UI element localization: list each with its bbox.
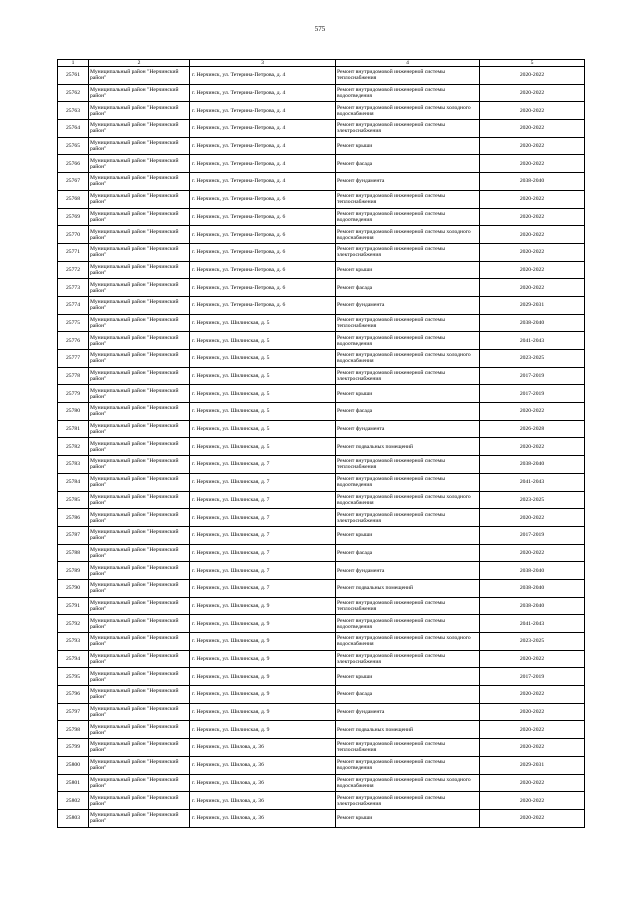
table-row [58,721,585,739]
work-type-cell: Ремонт внутридомовой инженерной системы электроснабжения [336,120,480,138]
period-cell: 2020-2022 [480,243,585,261]
period-cell: 2041-2043 [480,473,585,491]
work-type-cell: Ремонт внутридомовой инженерной системы электроснабжения [336,650,480,668]
address-cell: г. Нерчинск, ул. Шилинская, д. 7 [190,473,336,491]
municipality-cell: Муниципальный район "Нерчинский район" [89,332,190,350]
work-type-cell: Ремонт фундамента [336,296,480,314]
work-type-cell: Ремонт внутридомовой инженерной системы теплоснабжения [336,456,480,474]
table-row [58,137,585,155]
work-type-cell: Ремонт крыши [336,385,480,403]
municipality-cell: Муниципальный район "Нерчинский район" [89,756,190,774]
row-number: 25784 [58,473,89,491]
period-cell: 2020-2022 [480,102,585,120]
work-type-cell: Ремонт фасада [336,155,480,173]
address-cell: г. Нерчинск, ул. Шилинская, д. 5 [190,367,336,385]
municipality-cell: Муниципальный район "Нерчинский район" [89,350,190,368]
header-row [58,60,585,67]
work-type-cell: Ремонт фасада [336,403,480,421]
table-row [58,473,585,491]
address-cell: г. Нерчинск, ул. Тетерина-Петрова, д. 6 [190,226,336,244]
row-number: 25775 [58,314,89,332]
table-row [58,615,585,633]
address-cell: г. Нерчинск, ул. Тетерина-Петрова, д. 6 [190,208,336,226]
work-type-cell: Ремонт подвальных помещений [336,438,480,456]
table-row [58,190,585,208]
address-cell: г. Нерчинск, ул. Шилова, д. 36 [190,774,336,792]
address-cell: г. Нерчинск, ул. Шилинская, д. 9 [190,597,336,615]
municipality-cell: Муниципальный район "Нерчинский район" [89,509,190,527]
work-type-cell: Ремонт внутридомовой инженерной системы теплоснабжения [336,739,480,757]
row-number: 25793 [58,633,89,651]
table-row [58,739,585,757]
work-type-cell: Ремонт крыши [336,261,480,279]
municipality-cell: Муниципальный район "Нерчинский район" [89,703,190,721]
row-number: 25803 [58,809,89,827]
work-type-cell: Ремонт фасада [336,686,480,704]
address-cell: г. Нерчинск, ул. Шилинская, д. 7 [190,579,336,597]
address-cell: г. Нерчинск, ул. Тетерина-Петрова, д. 4 [190,84,336,102]
table-row [58,243,585,261]
municipality-cell: Муниципальный район "Нерчинский район" [89,633,190,651]
period-cell: 2026-2028 [480,420,585,438]
address-cell: г. Нерчинск, ул. Шилинская, д. 9 [190,615,336,633]
row-number: 25800 [58,756,89,774]
municipality-cell: Муниципальный район "Нерчинский район" [89,473,190,491]
municipality-cell: Муниципальный район "Нерчинский район" [89,579,190,597]
municipality-cell: Муниципальный район "Нерчинский район" [89,261,190,279]
work-type-cell: Ремонт крыши [336,137,480,155]
period-cell: 2023-2025 [480,350,585,368]
address-cell: г. Нерчинск, ул. Шилинская, д. 9 [190,633,336,651]
table-row [58,385,585,403]
row-number: 25797 [58,703,89,721]
table-row [58,120,585,138]
row-number: 25791 [58,597,89,615]
row-number: 25787 [58,526,89,544]
row-number: 25777 [58,350,89,368]
row-number: 25762 [58,84,89,102]
period-cell: 2038-2040 [480,456,585,474]
municipality-cell: Муниципальный район "Нерчинский район" [89,367,190,385]
table-row [58,279,585,297]
work-type-cell: Ремонт внутридомовой инженерной системы электроснабжения [336,243,480,261]
address-cell: г. Нерчинск, ул. Тетерина-Петрова, д. 6 [190,261,336,279]
column-header-1: 1 [58,60,89,67]
address-cell: г. Нерчинск, ул. Шилинская, д. 7 [190,456,336,474]
table-row [58,84,585,102]
address-cell: г. Нерчинск, ул. Шилинская, д. 9 [190,686,336,704]
period-cell: 2041-2043 [480,615,585,633]
row-number: 25786 [58,509,89,527]
work-type-cell: Ремонт внутридомовой инженерной системы холодного водоснабжения [336,102,480,120]
work-type-cell: Ремонт внутридомовой инженерной системы холодного водоснабжения [336,350,480,368]
row-number: 25776 [58,332,89,350]
municipality-cell: Муниципальный район "Нерчинский район" [89,562,190,580]
municipality-cell: Муниципальный район "Нерчинский район" [89,792,190,810]
address-cell: г. Нерчинск, ул. Шилинская, д. 9 [190,703,336,721]
table-row [58,650,585,668]
address-cell: г. Нерчинск, ул. Тетерина-Петрова, д. 4 [190,102,336,120]
municipality-cell: Муниципальный район "Нерчинский район" [89,668,190,686]
row-number: 25794 [58,650,89,668]
municipality-cell: Муниципальный район "Нерчинский район" [89,67,190,85]
address-cell: г. Нерчинск, ул. Шилинская, д. 9 [190,668,336,686]
work-type-cell: Ремонт внутридомовой инженерной системы холодного водоснабжения [336,633,480,651]
work-type-cell: Ремонт внутридомовой инженерной системы холодного водоснабжения [336,491,480,509]
period-cell: 2020-2022 [480,438,585,456]
address-cell: г. Нерчинск, ул. Шилинская, д. 7 [190,526,336,544]
table-row [58,579,585,597]
work-type-cell: Ремонт внутридомовой инженерной системы холодного водоснабжения [336,226,480,244]
row-number: 25761 [58,67,89,85]
period-cell: 2038-2040 [480,314,585,332]
table-row [58,332,585,350]
address-cell: г. Нерчинск, ул. Тетерина-Петрова, д. 4 [190,137,336,155]
address-cell: г. Нерчинск, ул. Шилинская, д. 5 [190,420,336,438]
address-cell: г. Нерчинск, ул. Шилинская, д. 5 [190,314,336,332]
table-row [58,668,585,686]
address-cell: г. Нерчинск, ул. Шилова, д. 36 [190,809,336,827]
column-header-5: 5 [480,60,585,67]
work-type-cell: Ремонт внутридомовой инженерной системы электроснабжения [336,367,480,385]
work-type-cell: Ремонт внутридомовой инженерной системы водоотведения [336,756,480,774]
address-cell: г. Нерчинск, ул. Шилинская, д. 9 [190,721,336,739]
work-type-cell: Ремонт внутридомовой инженерной системы водоотведения [336,615,480,633]
period-cell: 2038-2040 [480,597,585,615]
period-cell: 2020-2022 [480,279,585,297]
address-cell: г. Нерчинск, ул. Шилинская, д. 9 [190,650,336,668]
period-cell: 2020-2022 [480,792,585,810]
row-number: 25795 [58,668,89,686]
period-cell: 2029-2031 [480,756,585,774]
period-cell: 2041-2043 [480,332,585,350]
address-cell: г. Нерчинск, ул. Шилинская, д. 7 [190,491,336,509]
table-row [58,296,585,314]
period-cell: 2038-2040 [480,562,585,580]
table-row [58,438,585,456]
column-header-2: 2 [89,60,190,67]
municipality-cell: Муниципальный район "Нерчинский район" [89,615,190,633]
period-cell: 2020-2022 [480,650,585,668]
row-number: 25781 [58,420,89,438]
work-type-cell: Ремонт крыши [336,526,480,544]
municipality-cell: Муниципальный район "Нерчинский район" [89,155,190,173]
work-type-cell: Ремонт крыши [336,809,480,827]
municipality-cell: Муниципальный район "Нерчинский район" [89,102,190,120]
address-cell: г. Нерчинск, ул. Шилинская, д. 7 [190,509,336,527]
row-number: 25788 [58,544,89,562]
period-cell: 2020-2022 [480,190,585,208]
period-cell: 2020-2022 [480,703,585,721]
address-cell: г. Нерчинск, ул. Шилова, д. 36 [190,756,336,774]
row-number: 25764 [58,120,89,138]
period-cell: 2038-2040 [480,173,585,191]
address-cell: г. Нерчинск, ул. Шилинская, д. 7 [190,544,336,562]
table-row [58,420,585,438]
column-header-3: 3 [190,60,336,67]
table-row [58,491,585,509]
row-number: 25799 [58,739,89,757]
municipality-cell: Муниципальный район "Нерчинский район" [89,739,190,757]
table-row [58,756,585,774]
period-cell: 2017-2019 [480,385,585,403]
row-number: 25770 [58,226,89,244]
work-type-cell: Ремонт фундамента [336,703,480,721]
row-number: 25771 [58,243,89,261]
row-number: 25769 [58,208,89,226]
work-type-cell: Ремонт внутридомовой инженерной системы теплоснабжения [336,597,480,615]
table-row [58,350,585,368]
work-type-cell: Ремонт внутридомовой инженерной системы теплоснабжения [336,67,480,85]
address-cell: г. Нерчинск, ул. Тетерина-Петрова, д. 6 [190,190,336,208]
address-cell: г. Нерчинск, ул. Шилинская, д. 5 [190,385,336,403]
work-type-cell: Ремонт фундамента [336,420,480,438]
table-row [58,597,585,615]
address-cell: г. Нерчинск, ул. Шилинская, д. 5 [190,332,336,350]
page-number: 575 [314,25,326,33]
municipality-cell: Муниципальный район "Нерчинский район" [89,137,190,155]
work-type-cell: Ремонт подвальных помещений [336,721,480,739]
municipality-cell: Муниципальный район "Нерчинский район" [89,420,190,438]
row-number: 25783 [58,456,89,474]
table-header [58,60,585,67]
row-number: 25790 [58,579,89,597]
municipality-cell: Муниципальный район "Нерчинский район" [89,721,190,739]
address-cell: г. Нерчинск, ул. Тетерина-Петрова, д. 4 [190,173,336,191]
address-cell: г. Нерчинск, ул. Тетерина-Петрова, д. 4 [190,67,336,85]
row-number: 25798 [58,721,89,739]
municipality-cell: Муниципальный район "Нерчинский район" [89,226,190,244]
municipality-cell: Муниципальный район "Нерчинский район" [89,597,190,615]
row-number: 25779 [58,385,89,403]
period-cell: 2020-2022 [480,261,585,279]
work-type-cell: Ремонт крыши [336,668,480,686]
repair-schedule-table [57,59,585,828]
period-cell: 2020-2022 [480,544,585,562]
table-row [58,633,585,651]
period-cell: 2020-2022 [480,509,585,527]
table-row [58,155,585,173]
municipality-cell: Муниципальный район "Нерчинский район" [89,385,190,403]
work-type-cell: Ремонт внутридомовой инженерной системы водоотведения [336,473,480,491]
table-row [58,509,585,527]
municipality-cell: Муниципальный район "Нерчинский район" [89,650,190,668]
row-number: 25789 [58,562,89,580]
row-number: 25774 [58,296,89,314]
address-cell: г. Нерчинск, ул. Тетерина-Петрова, д. 4 [190,120,336,138]
table-row [58,792,585,810]
period-cell: 2020-2022 [480,84,585,102]
table-row [58,226,585,244]
municipality-cell: Муниципальный район "Нерчинский район" [89,84,190,102]
row-number: 25802 [58,792,89,810]
table-row [58,67,585,85]
municipality-cell: Муниципальный район "Нерчинский район" [89,686,190,704]
table-row [58,102,585,120]
period-cell: 2020-2022 [480,774,585,792]
table-row [58,703,585,721]
period-cell: 2020-2022 [480,67,585,85]
table-row [58,562,585,580]
address-cell: г. Нерчинск, ул. Шилинская, д. 7 [190,562,336,580]
row-number: 25773 [58,279,89,297]
row-number: 25792 [58,615,89,633]
row-number: 25763 [58,102,89,120]
table-row [58,809,585,827]
work-type-cell: Ремонт внутридомовой инженерной системы водоотведения [336,84,480,102]
municipality-cell: Муниципальный район "Нерчинский район" [89,243,190,261]
municipality-cell: Муниципальный район "Нерчинский район" [89,120,190,138]
address-cell: г. Нерчинск, ул. Шилинская, д. 5 [190,350,336,368]
work-type-cell: Ремонт подвальных помещений [336,579,480,597]
period-cell: 2020-2022 [480,137,585,155]
row-number: 25785 [58,491,89,509]
work-type-cell: Ремонт фундамента [336,173,480,191]
period-cell: 2038-2040 [480,579,585,597]
period-cell: 2020-2022 [480,226,585,244]
municipality-cell: Муниципальный район "Нерчинский район" [89,314,190,332]
table-row [58,526,585,544]
period-cell: 2020-2022 [480,809,585,827]
period-cell: 2017-2019 [480,668,585,686]
work-type-cell: Ремонт внутридомовой инженерной системы электроснабжения [336,509,480,527]
table-row [58,686,585,704]
work-type-cell: Ремонт внутридомовой инженерной системы водоотведения [336,208,480,226]
table-row [58,544,585,562]
municipality-cell: Муниципальный район "Нерчинский район" [89,526,190,544]
municipality-cell: Муниципальный район "Нерчинский район" [89,296,190,314]
work-type-cell: Ремонт внутридомовой инженерной системы водоотведения [336,332,480,350]
period-cell: 2020-2022 [480,155,585,173]
municipality-cell: Муниципальный район "Нерчинский район" [89,491,190,509]
period-cell: 2023-2025 [480,633,585,651]
row-number: 25768 [58,190,89,208]
municipality-cell: Муниципальный район "Нерчинский район" [89,456,190,474]
work-type-cell: Ремонт внутридомовой инженерной системы теплоснабжения [336,190,480,208]
period-cell: 2020-2022 [480,403,585,421]
municipality-cell: Муниципальный район "Нерчинский район" [89,279,190,297]
municipality-cell: Муниципальный район "Нерчинский район" [89,544,190,562]
row-number: 25801 [58,774,89,792]
municipality-cell: Муниципальный район "Нерчинский район" [89,774,190,792]
row-number: 25765 [58,137,89,155]
period-cell: 2020-2022 [480,120,585,138]
table-row [58,456,585,474]
period-cell: 2017-2019 [480,367,585,385]
table-row [58,173,585,191]
period-cell: 2020-2022 [480,208,585,226]
row-number: 25796 [58,686,89,704]
period-cell: 2029-2031 [480,296,585,314]
work-type-cell: Ремонт фасада [336,544,480,562]
address-cell: г. Нерчинск, ул. Тетерина-Петрова, д. 6 [190,296,336,314]
row-number: 25780 [58,403,89,421]
address-cell: г. Нерчинск, ул. Шилова, д. 36 [190,739,336,757]
table-row [58,774,585,792]
period-cell: 2017-2019 [480,526,585,544]
address-cell: г. Нерчинск, ул. Шилинская, д. 5 [190,438,336,456]
municipality-cell: Муниципальный район "Нерчинский район" [89,438,190,456]
municipality-cell: Муниципальный район "Нерчинский район" [89,208,190,226]
address-cell: г. Нерчинск, ул. Шилова, д. 36 [190,792,336,810]
table-body [58,67,585,828]
table-row [58,261,585,279]
work-type-cell: Ремонт фасада [336,279,480,297]
column-header-4: 4 [336,60,480,67]
row-number: 25772 [58,261,89,279]
address-cell: г. Нерчинск, ул. Тетерина-Петрова, д. 6 [190,279,336,297]
period-cell: 2020-2022 [480,686,585,704]
address-cell: г. Нерчинск, ул. Шилинская, д. 5 [190,403,336,421]
row-number: 25767 [58,173,89,191]
address-cell: г. Нерчинск, ул. Тетерина-Петрова, д. 6 [190,243,336,261]
work-type-cell: Ремонт внутридомовой инженерной системы холодного водоснабжения [336,774,480,792]
address-cell: г. Нерчинск, ул. Тетерина-Петрова, д. 4 [190,155,336,173]
row-number: 25766 [58,155,89,173]
period-cell: 2023-2025 [480,491,585,509]
work-type-cell: Ремонт внутридомовой инженерной системы теплоснабжения [336,314,480,332]
municipality-cell: Муниципальный район "Нерчинский район" [89,403,190,421]
row-number: 25782 [58,438,89,456]
period-cell: 2020-2022 [480,739,585,757]
municipality-cell: Муниципальный район "Нерчинский район" [89,173,190,191]
row-number: 25778 [58,367,89,385]
table-row [58,314,585,332]
table-row [58,403,585,421]
table-row [58,367,585,385]
work-type-cell: Ремонт фундамента [336,562,480,580]
table-row [58,208,585,226]
municipality-cell: Муниципальный район "Нерчинский район" [89,809,190,827]
municipality-cell: Муниципальный район "Нерчинский район" [89,190,190,208]
work-type-cell: Ремонт внутридомовой инженерной системы электроснабжения [336,792,480,810]
period-cell: 2020-2022 [480,721,585,739]
